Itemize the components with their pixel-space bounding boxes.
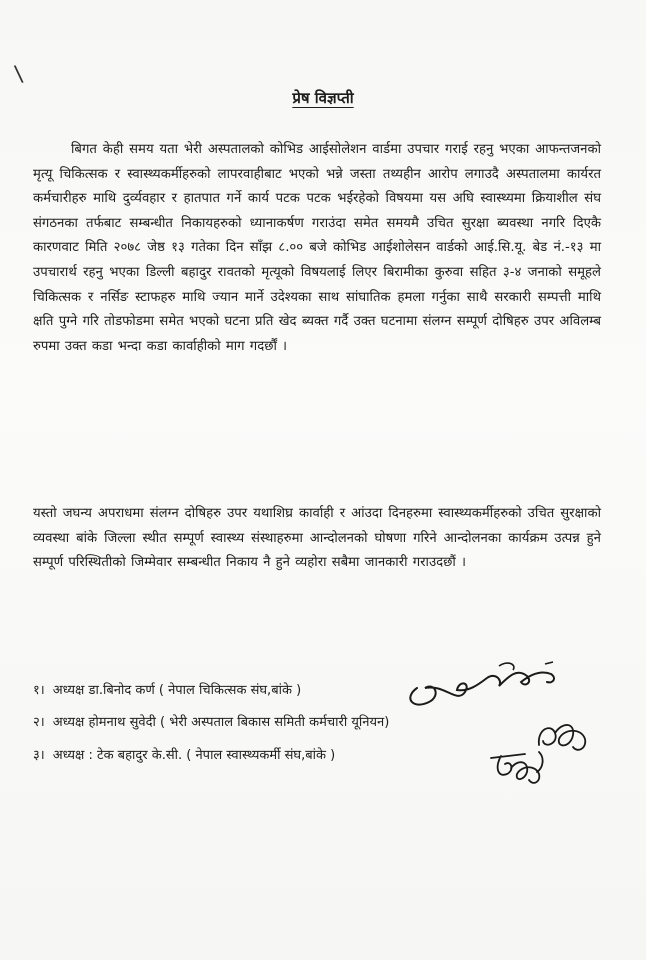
document-title (0, 88, 646, 108)
signature-3-graphic (485, 744, 555, 790)
signatory-1 (33, 680, 301, 698)
signatory-text: अध्यक्ष डा.बिनोद कर्ण ( नेपाल चिकित्सक संघ,बांके ) (52, 683, 302, 698)
margin-mark: \ (13, 61, 25, 88)
paragraph-1: बिगत केही समय यता भेरी अस्पतालको कोभिड आईसोलेशन वार्डमा उपचार गराई रहनु भएका आफन्तजनको मृत्यू चिकित्सक र स्वास्थ्यकर्मीहरुको लापरवाहीबाट भएको भन्ने जस्ता तथ्यहीन आरोप लगाउदै अस्पतालमा कार्यरत कर्मचारीहरु माथि दुर्व्यवहार र हातपात गर्ने कार्य पटक पटक भईरहेको विषयमा यस अघि स्वास्थ्यमा क्रियाशील संघ संगठनका तर्फबाट सम्बन्धीत निकायहरुको ध्यानाकर्षण गराउंदा समेत समयमै उचित सुरक्षा ब्यवस्था नगरि दिएकै कारणवाट मिति २०७८ जेष्ठ १३ गतेका दिन साँझ ८.०० बजे कोभिड आईशोलेसन वार्डको आई.सि.यू. बेड नं.-१३ मा उपचारार्थ रहनु भएका डिल्ली बहादुर रावतको मृत्यूको विषयलाई लिएर बिरामीका कुरुवा सहित ३-४ जनाको समूहले चिकित्सक र नर्सिङ स्टाफहरु माथि ज्यान मार्ने उदेश्यका साथ सांघातिक हमला गर्नुका साथै सरकारी सम्पत्ती माथि क्षति पुग्ने गरि तोडफोडमा समेत भएको घटना प्रति खेद ब्यक्त गर्दै उक्त घटनामा संलग्न सम्पूर्ण दोषिहरु उपर अविलम्ब रुपमा उक्त कडा भन्दा कडा कार्वाहीको माग गदर्छौं । (33, 142, 601, 354)
signatory-3 (33, 745, 335, 763)
signatory-text: अध्यक्ष : टेक बहादुर के.सी. ( नेपाल स्वास्थ्यकर्मी संघ,बांके ) (52, 748, 336, 763)
signatory-number: २। (33, 715, 45, 730)
document-title-text: प्रेष विज्ञप्ती (292, 89, 354, 107)
signatory-2 (33, 712, 389, 730)
paragraph-2: यस्तो जघन्य अपराधमा संलग्न दोषिहरु उपर यथाशिघ्र कार्वाही र आंउदा दिनहरुमा स्वास्थ्यकर्मीहरुको उचित सुरक्षाको व्यवस्था बांके जिल्ला स्थीत सम्पूर्ण स्वास्थ्य संस्थाहरुमा आन्दोलनको घोषणा गरिने आन्दोलनका कार्यक्रम उत्पन्न हुने सम्पूर्ण परिस्थितीको जिम्मेवार सम्बन्धीत निकाय नै हुने व्यहोरा सबैमा जानकारी गराउदछौं । (33, 506, 601, 571)
signatory-text: अध्यक्ष होमनाथ सुवेदी ( भेरी अस्पताल बिकास समिती कर्मचारी यूनियन) (52, 715, 390, 730)
signatory-number: ३। (33, 748, 45, 763)
signatory-number: १। (33, 683, 45, 698)
signature-1-graphic (395, 658, 575, 710)
